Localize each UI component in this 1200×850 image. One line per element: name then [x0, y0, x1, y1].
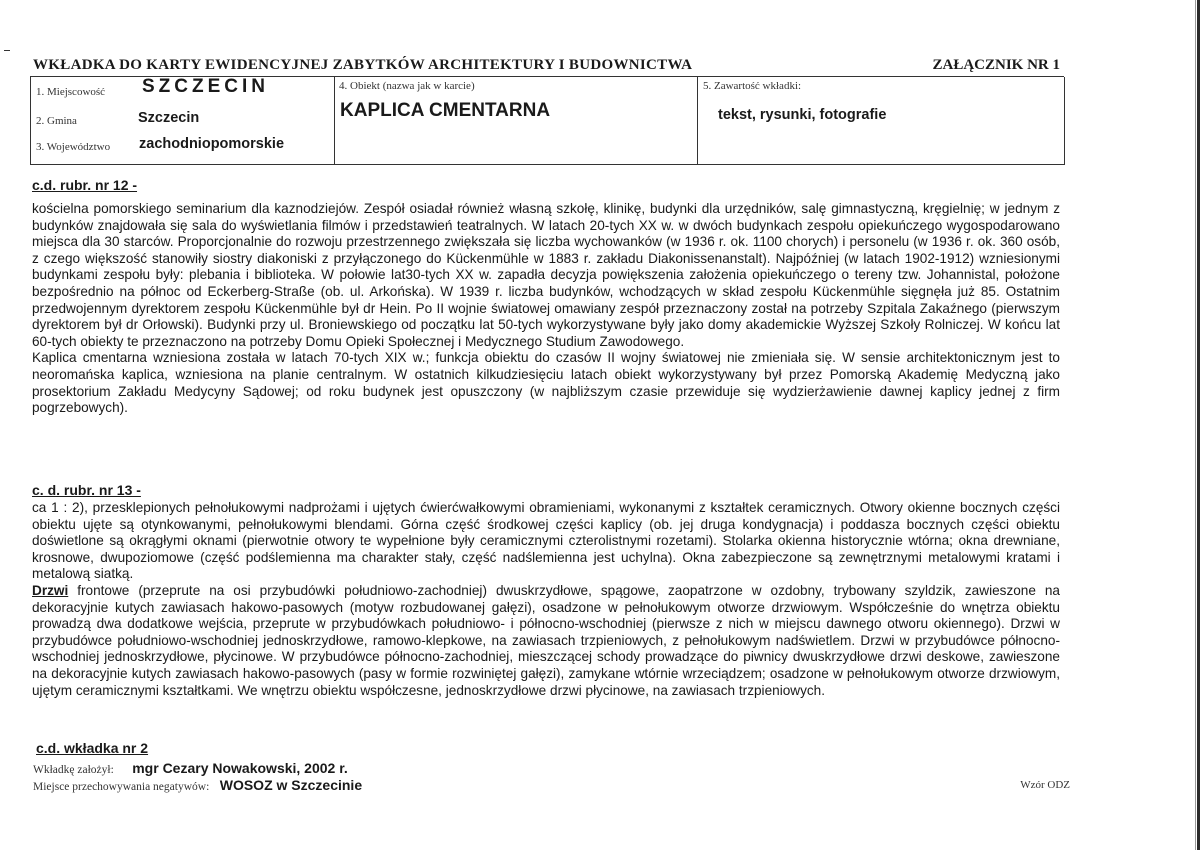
object-value: KAPLICA CMENTARNA — [340, 100, 551, 121]
form-code: Wzór ODZ — [1020, 779, 1070, 791]
rubr12-paragraph-2: Kaplica cmentarna wzniesiona została w latach 70-tych XIX w.; funkcja obiektu do czasów II wojny światowej nie zmieniała się. W sensie architektonicznym jest to neoromańska kaplica, wzniesiona na planie centralnym. W ostatnich kilkudziesięciu latach obiekt wykorzystywany był przez Pomorską Akademię Medyczną jako prosektorium Zakładu Medycyny Sądowej; od roku budynek jest opuszczony (w najbliższym czasie przewiduje się wydzierżawienie dawnej kaplicy jednej z firm pogrzebowych). — [32, 350, 1060, 416]
rubr12-paragraph-1: kościelna pomorskiego seminarium dla kaznodziejów. Zespół osiadał również własną szkołę, klinikę, budynki dla urzędników, salę gimnastyczną, kręgielnię; w jednym z budynków znajdowała się sala do wyświetlania filmów i przedstawień teatralnych. W latach 20-tych XX w. w dwóch budynkach zespołu opiekuńczego wygospodarowano miejsca dla 30 starców. Proporcjonalnie do rozwoju przestrzennego zwiększała się liczba wychowanków (w 1936 r. ok. 1100 chorych) i personelu (w 1936 r. ok. 360 osób, z czego większość stanowiły siostry diakoniski z przyłączonego do Kückenmühle w 1883 r. zakładu Diakonissenanstalt). Najpóźniej (w latach 1902-1912) wzniesionymi budynkami zespołu były: plebania i biblioteka. W połowie lat30-tych XX w. zapadła decyzja powiększenia założenia opiekuńczego o tereny tzw. Johannistal, położone bezpośrednio na północ od Eckerberg-Straße (ob. ul. Arkońska). W 1939 r. liczba budynków, wchodzących w skład zespołu Kückenmühle sięgnęła już 85. Ostatnim przedwojennym dyrektorem zespołu Kückenmühle był dr Hein. Po II wojnie światowej omawiany zespół przeznaczony został na potrzeby Szpitala Zakaźnego (pierwszym dyrektorem był dr Orłowski). Budynki przy ul. Broniewskiego od początku lat 50-tych wykorzystywane były jako domy akademickie Wyższej Szkoły Rolniczej. W końcu lat 60-tych obiekty te przeznaczono na potrzeby Domu Opieki Społecznej i Medycznego Studium Zawodowego. — [32, 201, 1060, 349]
doors-description: frontowe (przeprute na osi przybudówki południowo-zachodniej) dwuskrzydłowe, spągowe, zaopatrzone w ozdobny, trybowany szyldzik, zawieszone na dekoracyjnie kutych zawiasach hakowo-pasowych (motyw rozbudowanej gałęzi), osadzone w pełnołukowym otworze drzwiowym. Współcześnie do wnętrza obiektu prowadzą dwa dodatkowe wejścia, przeprute w przybudówkach południowo- i północno-wschodniej (pierwsze z nich w miejscu dawnego otworu okiennego). Drzwi w przybudówce południowo-wschodniej jednoskrzydłowe, ramowo-klepkowe, na zawiasach trzpieniowych, z pełnołukowym nadświetlem. Drzwi w przybudówce północno-wschodniej jednoskrzydłowe, płycinowe. W przybudówce północno-zachodniej, mieszczącej schody prowadzące do piwnicy dwuskrzydłowe drzwi deskowe, zawieszone na dekoracyjnie kutych zawiasach hakowo-pasowych (pasy w formie rozwiniętej gałęzi), zamykane wtórnie wrzeciądzem; osadzone w pełnołukowym otworze drzwiowym, ujętym ceramicznymi kształtkami. We wnętrzu obiektu współczesne, jednoskrzydłowe drzwi płycinowe, na zawiasach trzpieniowych. — [32, 582, 1060, 698]
commune-value: Szczecin — [138, 110, 200, 126]
rubr13-heading: c. d. rubr. nr 13 - — [32, 482, 141, 498]
author-value: mgr Cezary Nowakowski, 2002 r. — [132, 760, 348, 776]
scan-right-edge-line — [1195, 0, 1196, 850]
voivodeship-value: zachodniopomorskie — [139, 136, 285, 152]
contents-value: tekst, rysunki, fotografie — [718, 107, 887, 123]
continued-note: c.d. wkładka nr 2 — [36, 740, 149, 756]
storage-label: Miejsce przechowywania negatywów: — [33, 781, 210, 793]
storage-value: WOSOZ w Szczecinie — [219, 777, 363, 793]
rubr13-text — [32, 500, 1060, 699]
rubr12-heading: c.d. rubr. nr 12 - — [32, 177, 138, 193]
author-row — [33, 760, 348, 778]
rubr13-paragraph-2 — [32, 583, 1060, 699]
scan-edge-mark — [4, 50, 10, 51]
object-label: 4. Obiekt (nazwa jak w karcie) — [339, 80, 475, 92]
author-label: Wkładkę założył: — [33, 764, 114, 776]
voivodeship-label: 3. Województwo — [36, 141, 111, 153]
form-title: WKŁADKA DO KARTY EWIDENCYJNEJ ZABYTKÓW ARCHITEKTURY I BUDOWNICTWA — [33, 57, 693, 73]
storage-row — [33, 777, 362, 795]
commune-label: 2. Gmina — [36, 115, 77, 127]
locality-label: 1. Miejscowość — [36, 86, 106, 98]
rubr12-text — [32, 201, 1060, 417]
contents-label: 5. Zawartość wkładki: — [703, 80, 802, 92]
rubr13-paragraph-1: ca 1 : 2), przesklepionych pełnołukowymi nadprożami i ujętych ćwierćwałkowymi obramieniami, wykonanymi z kształtek ceramicznych. Otwory okienne bocznych części obiektu ujęte są otynkowanymi, pełnołukowymi blendami. Górna część środkowej części kaplicy (ob. jej druga kondygnacja) i poddasza bocznych części obiektu doświetlone są okrągłymi oknami (pierwotnie otwory te wypełnione były ceramicznymi czterolistnymi rozetami). Stolarka okienna historycznie wtórna; okna drewniane, krosnowe, dwupoziomowe (część podślemienna ma charakter stały, część nadślemienna jest uchylna). Okna zabezpieczone są zewnętrznymi metalowymi kratami i metalową siatką. — [32, 500, 1060, 582]
locality-value: SZCZECIN — [142, 76, 269, 97]
annex-label: ZAŁĄCZNIK NR 1 — [932, 57, 1060, 73]
doors-term: Drzwi — [32, 582, 69, 598]
